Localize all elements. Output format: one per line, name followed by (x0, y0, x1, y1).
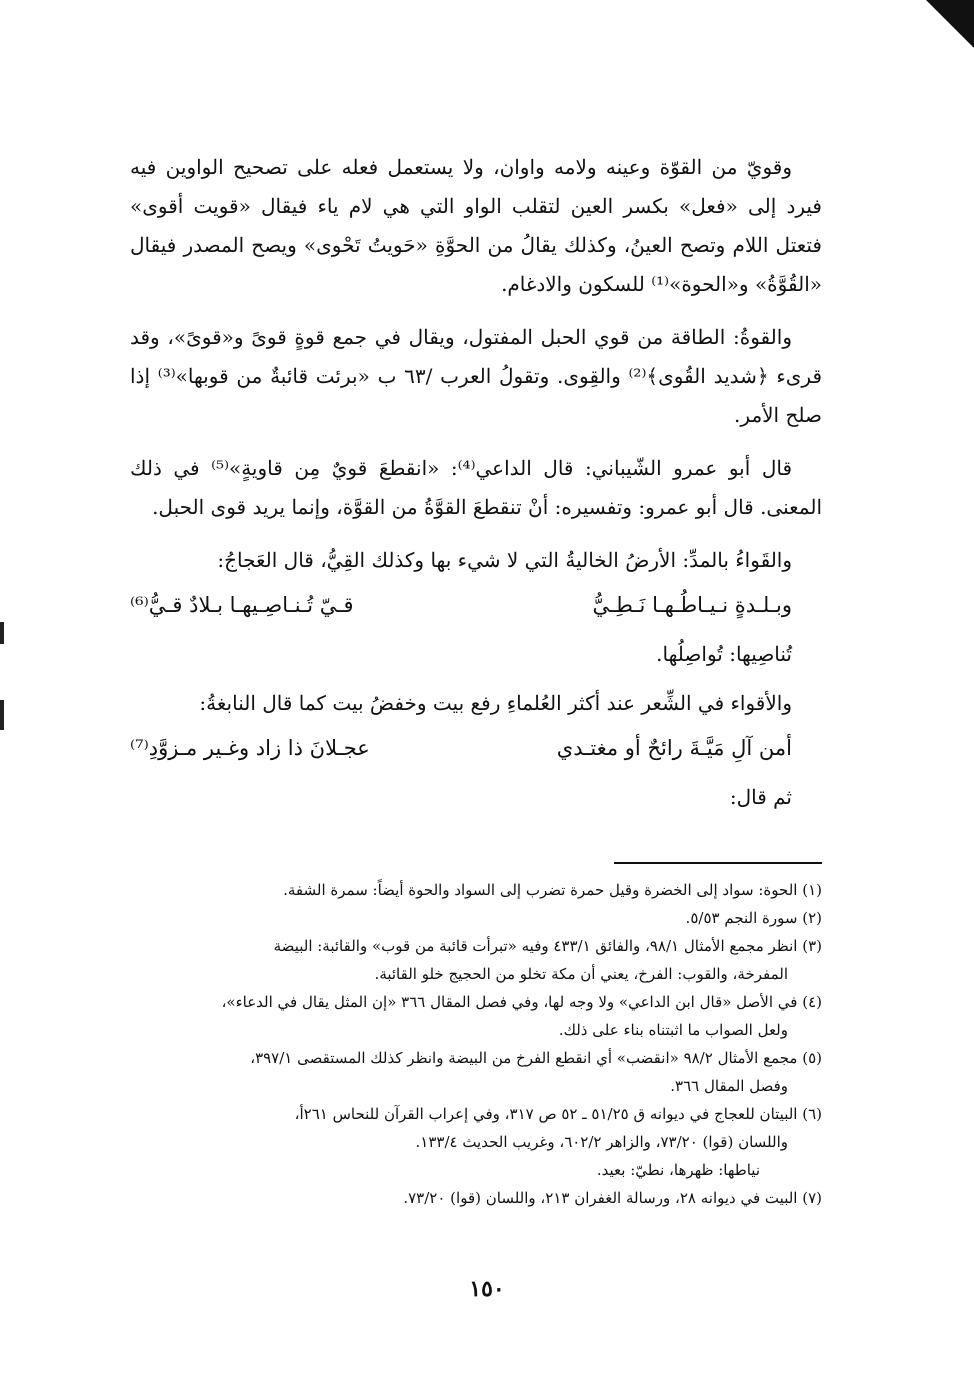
gloss-line: تُناصِيها: تُواصِلُها. (656, 642, 792, 666)
footnote-continuation: المفرخة، والقوب: الفرخ، يعني أن مكة تخلو من الحجيج خلو القائبة. (374, 965, 788, 983)
verse-line (130, 729, 822, 768)
page-number: ١٥٠ (469, 1276, 505, 1302)
verse-second-hemistich: قـيّ تُـنـاصِـيهـا بـلادٌ قـيُّ⁽⁶⁾ (130, 593, 354, 617)
scan-edge-mark (0, 700, 4, 730)
verse-second-hemistich: عجـلانَ ذا زاد وغـير مـزوَّدِ⁽⁷⁾ (130, 736, 370, 760)
footnote: (٣) انظر مجمع الأمثال ٩٨/١، والفائق ٤٣٣/١ وفيه «تبرأت قائبة من قوب» والقائبة: البيضة (273, 937, 822, 955)
footnote-continuation: وفصل المقال ٣٦٦. (670, 1077, 788, 1095)
footnote: (٤) في الأصل «قال ابن الداعي» ولا وجه لها، وفي فصل المقال ٣٦٦ «إن المثل يقال في الدعاء»، (221, 993, 822, 1011)
footnote: (٦) البيتان للعجاج في ديوانه ق ٥١/٢٥ ـ ٥٢ ص ٣١٧، وفي إعراب القرآن للنحاس ٢٦١أ، (294, 1105, 822, 1123)
footnote: (٥) مجمع الأمثال ٩٨/٢ «انقضب» أي انقطع الفرخ من البيضة وانظر كذلك المستقصى ٣٩٧/١، (250, 1049, 822, 1067)
footnote: (١) الحوة: سواد إلى الخضرة وقيل حمرة تضرب إلى السواد والحوة أيضاً: سمرة الشفة. (283, 881, 822, 899)
verse-first-hemistich: وبـلـدةٍ نـيـاطُـهـا نَـطِـيُّ (592, 593, 792, 617)
footnote-continuation: ولعل الصواب ما اثبتناه بناء على ذلك. (558, 1021, 788, 1039)
paragraph: والأقواء في الشِّعر عند أكثر العُلماءِ رفع بيت وخفضُ بيت كما قال النابغةُ: (199, 691, 792, 715)
footnote: (٢) سورة النجم ٥/٥٣. (685, 909, 822, 927)
closing-line: ثم قال: (729, 785, 792, 809)
paragraph: قال أبو عمرو الشّيباني: قال الداعي⁽⁴⁾: «انقطعَ قويٌ مِن قاويةٍ»⁽⁵⁾ في ذلك المعنى. قال أبو عمرو: وتفسيره: أنْ تنقطعَ القوَّةُ من القوَّة، وإنما يريد قوى الحبل. (130, 456, 822, 519)
verse-first-hemistich: أمن آلِ مَيَّـةَ رائحٌ أو مغتـدي (556, 736, 792, 760)
footnote: (٧) البيت في ديوانه ٢٨، ورسالة الغفران ٢١٣، واللسان (قوا) ٧٣/٢٠. (403, 1189, 822, 1207)
scan-edge-mark (0, 622, 4, 644)
footnotes-section (130, 876, 822, 1212)
verse-line (130, 586, 822, 625)
footnote-note: نياطها: ظهرها، نطيّ: بعيد. (596, 1161, 760, 1179)
paragraph: وقويّ من القوّة وعينه ولامه واوان، ولا يستعمل فعله على تصحيح الواوين فيه فيرد إلى «فعل» بكسر العين لتقلب الواو التي هي لام ياء فيقال «قويت أقوى» فتعتل اللام وتصح العينُ، وكذلك يقالُ من الحوَّةِ «حَويتُ تَحْوى» ويصح المصدر فيقال «القُوَّةُ» و«الحوة»⁽¹⁾ للسكون والادغام. (130, 155, 822, 296)
paragraph: والقوةُ: الطاقة من قوي الحبل المفتول، ويقال في جمع قوةٍ قوىً و«قوىً»، وقد قرىء ﴿شديد القُوى﴾⁽²⁾ والقِوى. وتقولُ العرب /٦٣ ب «برئت قائبةٌ من قوبها»⁽³⁾ إذا صلح الأمر. (130, 325, 823, 427)
footnote-separator (614, 862, 822, 864)
page-corner-mark (926, 0, 974, 48)
footnote-continuation: واللسان (قوا) ٧٣/٢٠، والزاهر ٦٠٢/٢، وغريب الحديث ١٣٣/٤. (415, 1133, 788, 1151)
main-text (130, 148, 822, 827)
paragraph: والقَواءُ بالمدِّ: الأرضُ الخاليةُ التي لا شيء بها وكذلك القِيُّ، قال العَجاجُ: (217, 548, 792, 572)
